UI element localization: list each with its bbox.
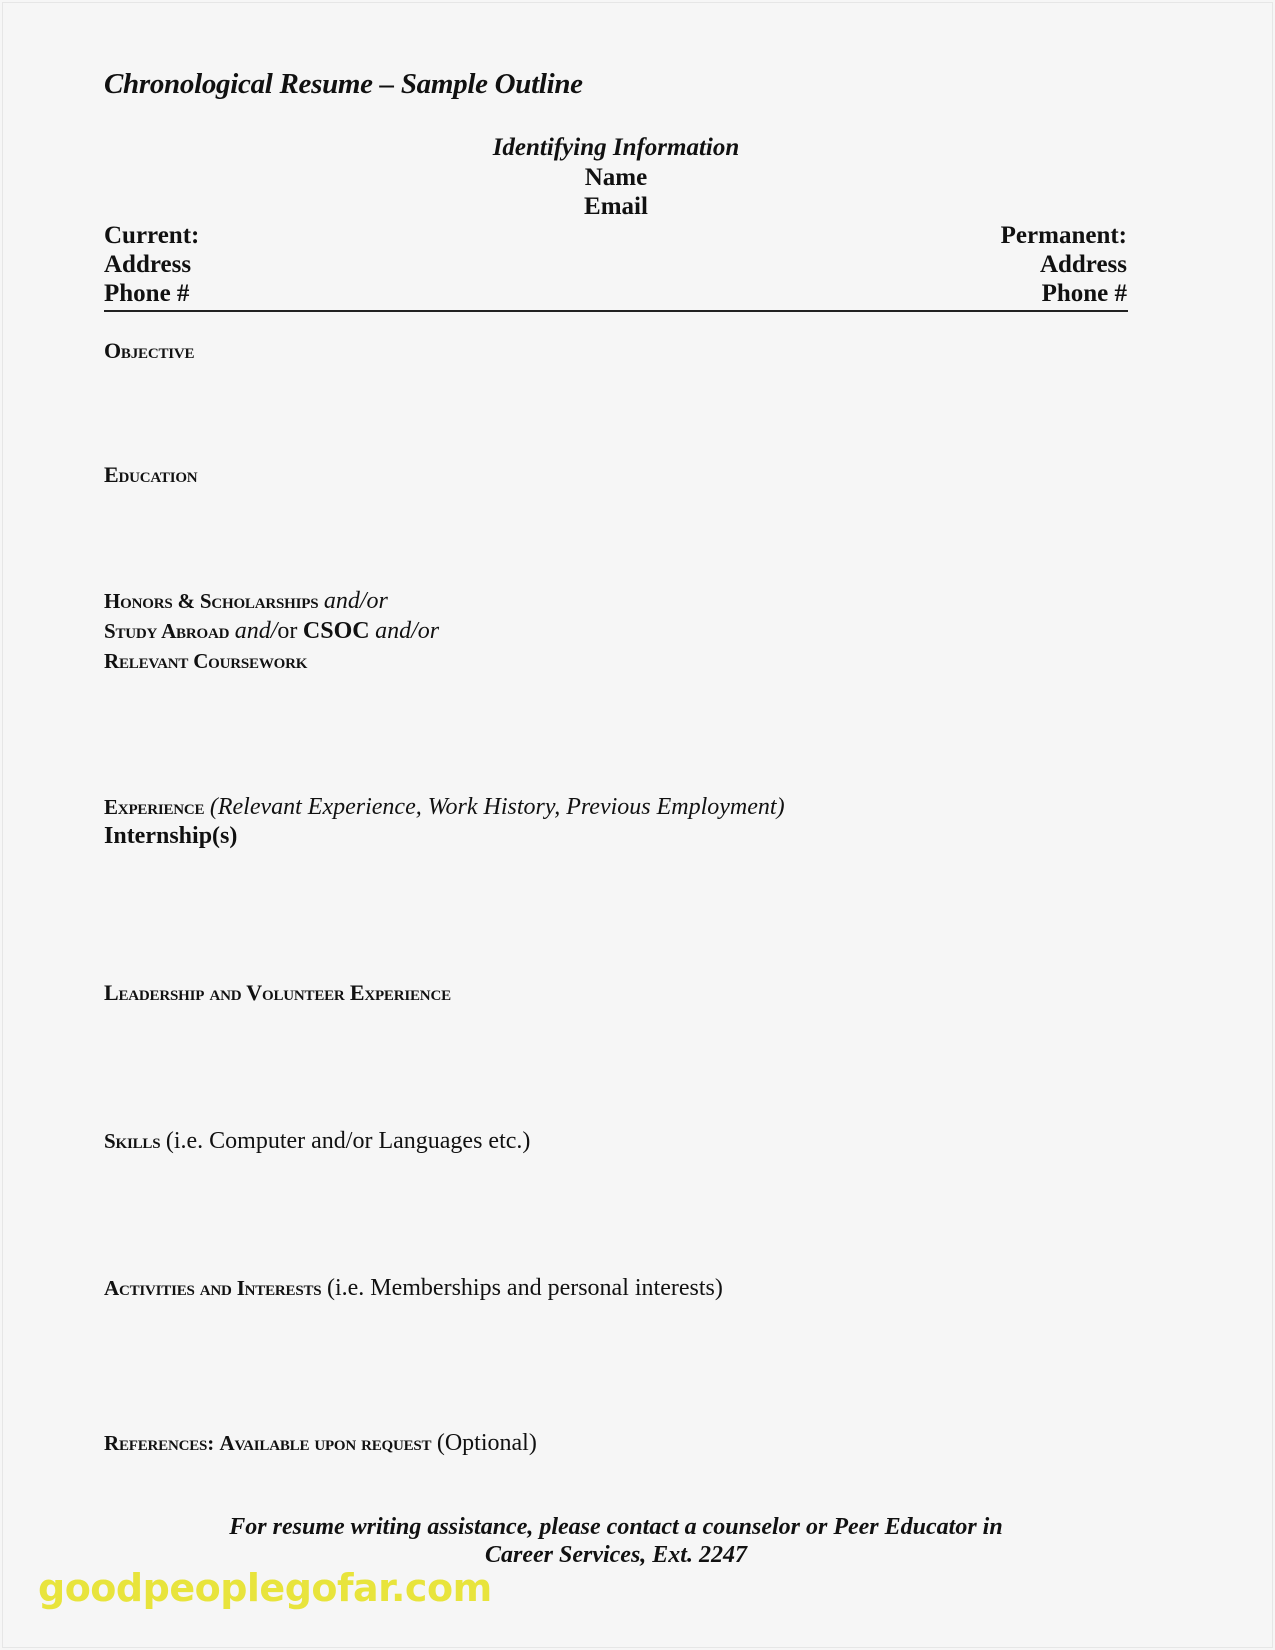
skills-note: (i.e. Computer and/or Languages etc.) — [165, 1128, 531, 1154]
current-label: Current: — [104, 222, 200, 249]
references-note: (Optional) — [436, 1430, 537, 1456]
csoc-heading: CSOC — [302, 618, 370, 644]
internships-subheading: Internship(s) — [104, 823, 238, 849]
section-references — [104, 1430, 537, 1457]
activities-heading: Activities and Interests — [104, 1276, 322, 1300]
activities-note: (i.e. Memberships and personal interests) — [326, 1275, 723, 1301]
honors-line-2 — [104, 616, 439, 646]
name-field: Name — [584, 164, 648, 191]
section-experience — [104, 792, 785, 851]
honors-scholarships-heading: Honors & Scholarships — [104, 589, 319, 613]
current-address: Address — [104, 251, 192, 278]
section-leadership: Leadership and Volunteer Experience — [104, 980, 451, 1005]
honors-line-1 — [104, 586, 439, 616]
footer-note — [0, 1513, 1232, 1569]
honors-line-3 — [104, 646, 439, 676]
and-or-connector-2: and/or — [375, 618, 440, 644]
experience-heading: Experience — [104, 795, 205, 819]
section-honors — [104, 586, 439, 676]
experience-line — [104, 792, 785, 822]
email-field: Email — [584, 193, 648, 220]
experience-note: (Relevant Experience, Work History, Previous Employment) — [209, 794, 785, 820]
footer-line-1: For resume writing assistance, please contact a counselor or Peer Educator in — [229, 1514, 1003, 1540]
section-objective: Objective — [104, 338, 195, 363]
study-abroad-heading: Study Abroad — [104, 619, 230, 643]
relevant-coursework-heading: Relevant Coursework — [104, 649, 308, 673]
section-education: Education — [104, 462, 198, 487]
current-contact-block — [104, 221, 199, 308]
and-or-connector: and/or — [323, 588, 388, 614]
footer-line-2: Career Services, Ext. 2247 — [485, 1542, 747, 1568]
and-connector: and/ — [234, 618, 278, 644]
document-title: Chronological Resume – Sample Outline — [104, 68, 583, 100]
permanent-address: Address — [1039, 251, 1127, 278]
current-phone: Phone # — [104, 280, 190, 307]
permanent-label: Permanent: — [1000, 222, 1127, 249]
references-heading: References: — [104, 1431, 214, 1455]
skills-heading: Skills — [104, 1129, 161, 1153]
watermark-text: goodpeoplegofar.com — [38, 1566, 492, 1610]
or-connector: or — [277, 618, 298, 644]
references-value: Available upon request — [219, 1431, 432, 1455]
identifying-information-heading: Identifying Information — [492, 134, 740, 161]
permanent-phone: Phone # — [1041, 280, 1127, 307]
header-divider — [104, 310, 1128, 312]
section-activities — [104, 1275, 723, 1302]
section-skills — [104, 1128, 530, 1155]
permanent-contact-block — [1001, 221, 1127, 308]
